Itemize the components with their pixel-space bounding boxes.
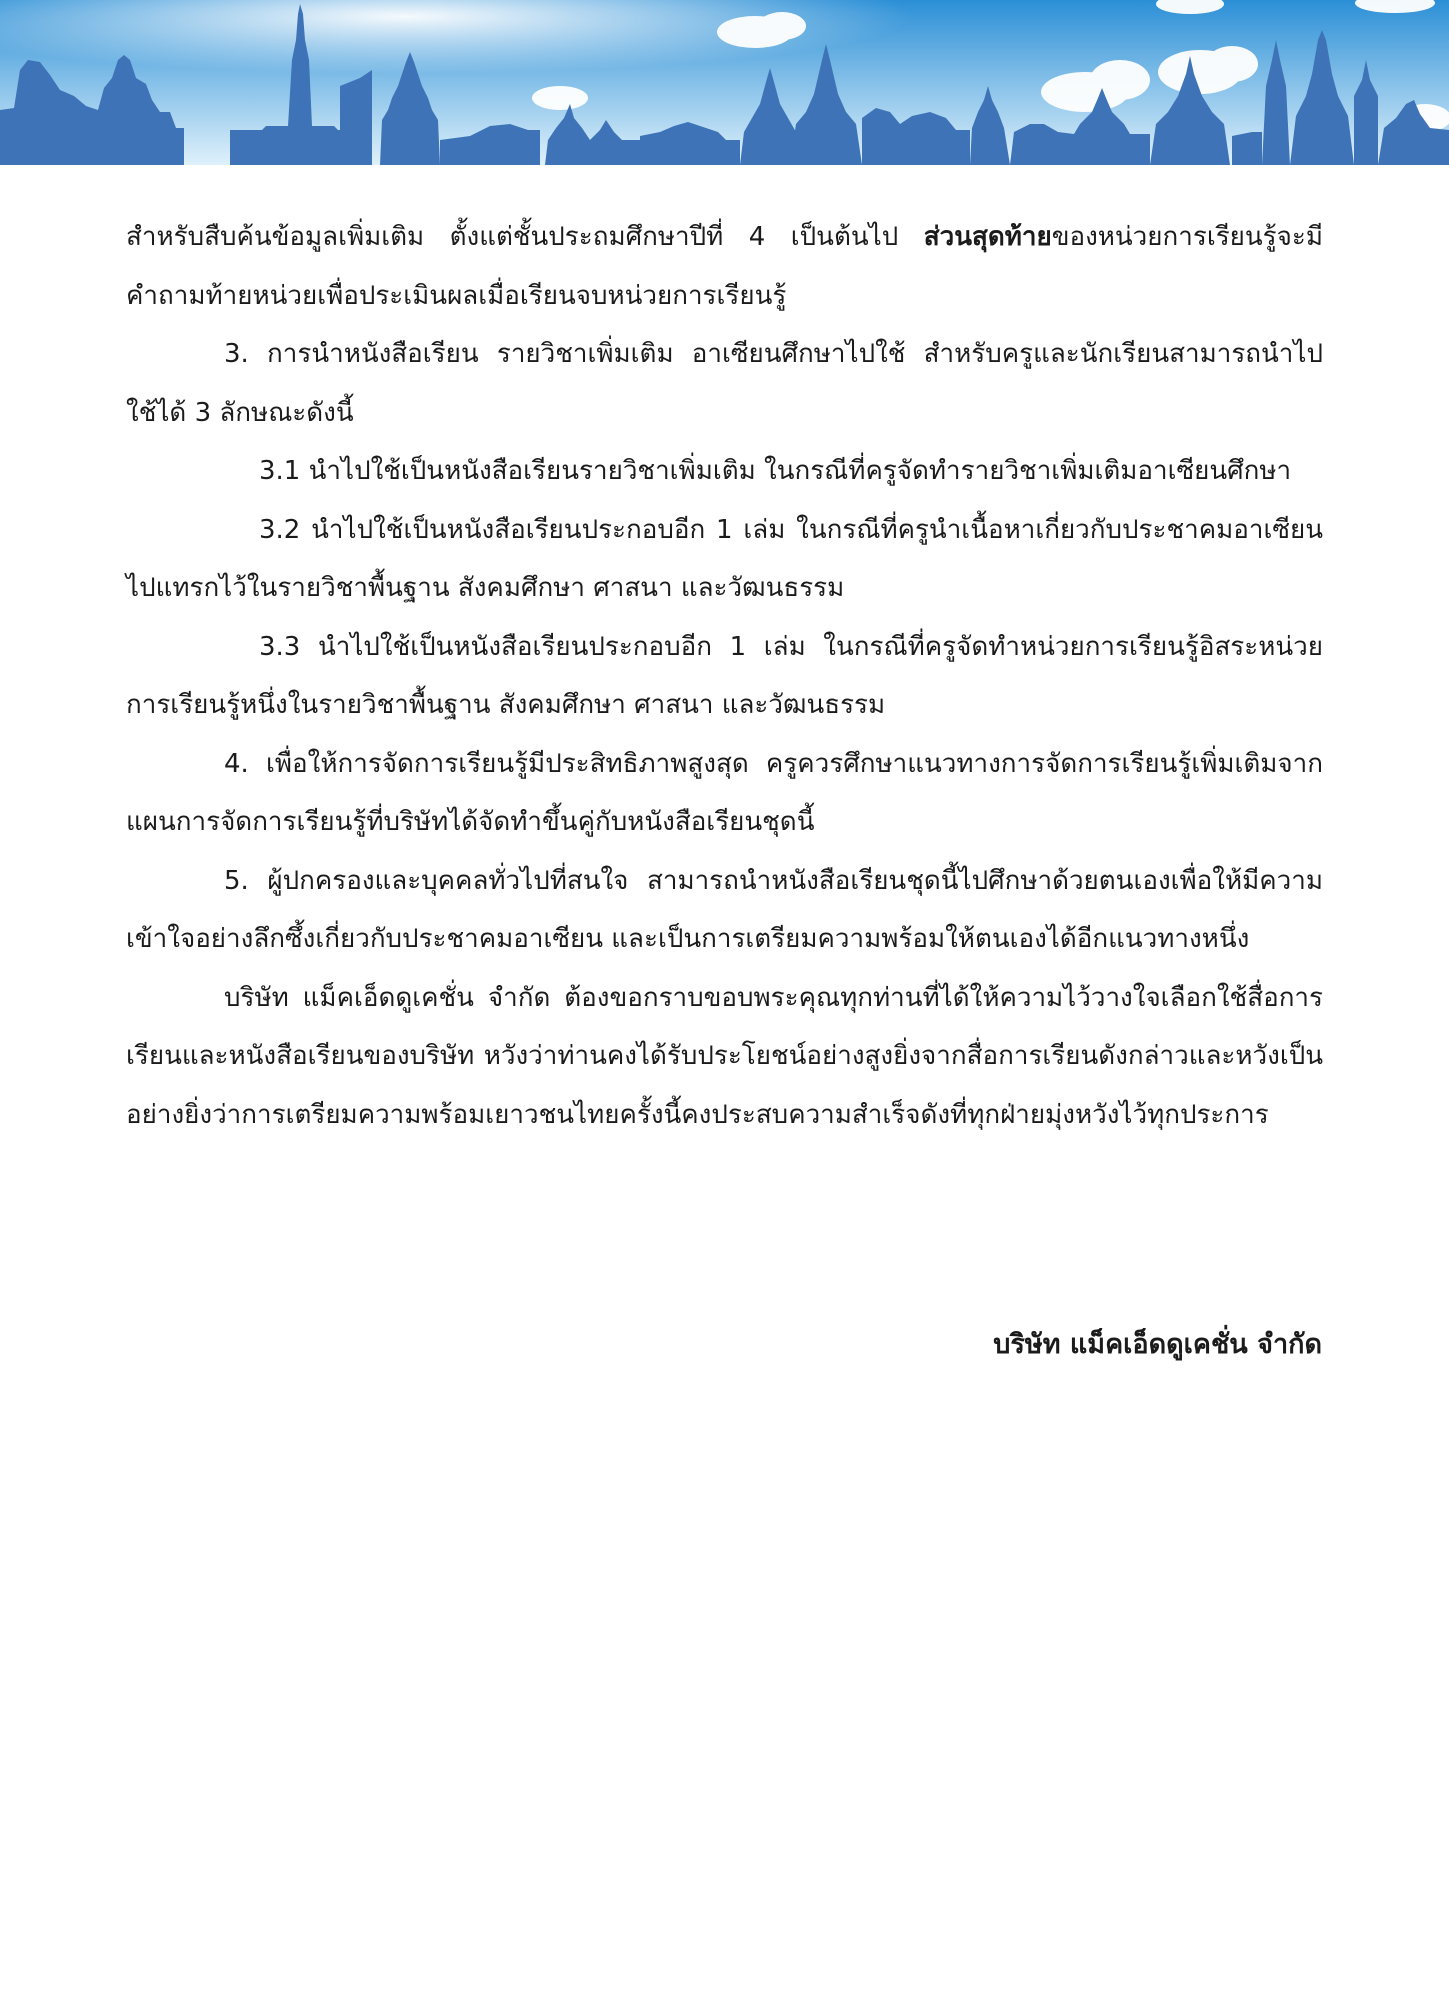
paragraph-1-text: สำหรับสืบค้นข้อมูลเพิ่มเติม ตั้งแต่ชั้นประถมศึกษาปีที่ 4 เป็นต้นไป xyxy=(126,222,924,252)
asean-landmarks-skyline-icon xyxy=(0,0,1449,165)
paragraph-1-bold-phrase: ส่วนสุดท้าย xyxy=(923,222,1052,252)
paragraph-1-text-end: ของหน่วยการเรียนรู้จะมีคำถามท้ายหน่วยเพื่อประเมินผลเมื่อเรียนจบหน่วยการเรียนรู้ xyxy=(126,222,1323,311)
paragraph-item-3-2: 3.2 นำไปใช้เป็นหนังสือเรียนประกอบอีก 1 เล่ม ในกรณีที่ครูนำเนื้อหาเกี่ยวกับประชาคมอาเซียนไปแทรกไว้ในรายวิชาพื้นฐาน สังคมศึกษา ศาสนา และวัฒนธรรม xyxy=(126,514,1323,603)
preface-body xyxy=(126,208,1323,1144)
paragraph-item-5: 5. ผู้ปกครองและบุคคลทั่วไปที่สนใจ สามารถนำหนังสือเรียนชุดนี้ไปศึกษาด้วยตนเองเพื่อให้มีความเข้าใจอย่างลึกซึ้งเกี่ยวกับประชาคมอาเซียน และเป็นการเตรียมความพร้อมให้ตนเองได้อีกแนวทางหนึ่ง xyxy=(126,865,1323,954)
paragraph-item-3-1: 3.1 นำไปใช้เป็นหนังสือเรียนรายวิชาเพิ่มเติม ในกรณีที่ครูจัดทำรายวิชาเพิ่มเติมอาเซียนศึกษา xyxy=(259,456,1292,486)
paragraph-item-3-3: 3.3 นำไปใช้เป็นหนังสือเรียนประกอบอีก 1 เล่ม ในกรณีที่ครูจัดทำหน่วยการเรียนรู้อิสระหน่วยการเรียนรู้หนึ่งในรายวิชาพื้นฐาน สังคมศึกษา ศาสนา และวัฒนธรรม xyxy=(126,631,1323,720)
company-signature: บริษัท แม็คเอ็ดดูเคชั่น จำกัด xyxy=(993,1329,1322,1360)
paragraph-item-4: 4. เพื่อให้การจัดการเรียนรู้มีประสิทธิภาพสูงสุด ครูควรศึกษาแนวทางการจัดการเรียนรู้เพิ่มเติมจากแผนการจัดการเรียนรู้ที่บริษัทได้จัดทำขึ้นคู่กับหนังสือเรียนชุดนี้ xyxy=(126,748,1323,837)
paragraph-item-3: 3. การนำหนังสือเรียน รายวิชาเพิ่มเติม อาเซียนศึกษาไปใช้ สำหรับครูและนักเรียนสามารถนำไปใช้ได้ 3 ลักษณะดังนี้ xyxy=(126,339,1323,428)
paragraph-closing: บริษัท แม็คเอ็ดดูเคชั่น จำกัด ต้องขอกราบขอบพระคุณทุกท่านที่ได้ให้ความไว้วางใจเลือกใช้สื่อการเรียนและหนังสือเรียนของบริษัท หวังว่าท่านคงได้รับประโยชน์อย่างสูงยิ่งจากสื่อการเรียนดังกล่าวและหวังเป็นอย่างยิ่งว่าการเตรียมความพร้อมเยาวชนไทยครั้งนี้คงประสบความสำเร็จดังที่ทุกฝ่ายมุ่งหวังไว้ทุกประการ xyxy=(126,982,1323,1130)
paragraph-1 xyxy=(126,208,1323,325)
header-banner xyxy=(0,0,1449,165)
